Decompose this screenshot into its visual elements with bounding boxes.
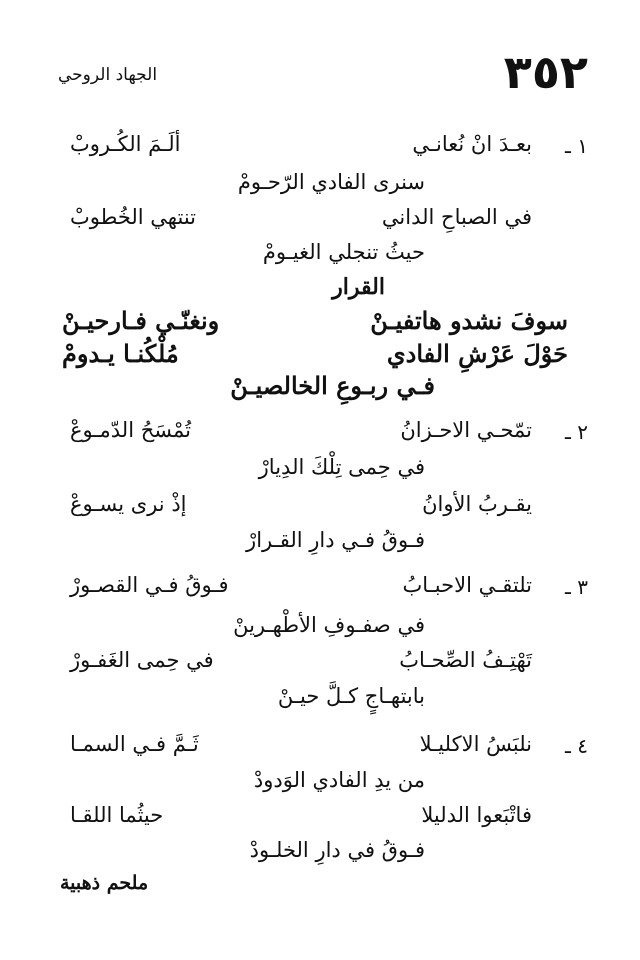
verse-number: ٣ ـ xyxy=(565,575,588,599)
verse-line: يقـربُ الأوانُ xyxy=(422,492,532,516)
verse-line: فـوقُ فـي القصـورْ xyxy=(70,573,229,597)
page-header xyxy=(58,42,588,102)
verse-line: بعـدَ انْ نُعانـي xyxy=(412,132,532,156)
running-title: الجهاد الروحي xyxy=(58,65,158,85)
verse-line: فـوقُ في دارِ الخلـودْ xyxy=(249,838,425,862)
page-number: ٣٥٢ xyxy=(503,45,588,99)
chorus-title: القرار xyxy=(332,274,385,300)
chorus-line: سوفَ نشدو هاتفيـنْ xyxy=(370,306,568,335)
verse-line: تنتهي الخُطوبْ xyxy=(70,205,197,229)
chorus-line: مُلْكُنـا يـدومْ xyxy=(62,339,179,368)
chorus-line: ونغنّـي فـارحيـنْ xyxy=(62,306,220,335)
verse-line: في حِمى تِلْكَ الدِيارْ xyxy=(258,455,425,479)
verse-line: بابتهـاجٍ كـلَّ حيـنْ xyxy=(277,684,425,708)
verse-number: ٢ ـ xyxy=(565,420,588,444)
verse-line: ثَـمَّ فـي السمـا xyxy=(70,732,199,756)
verse-number: ١ ـ xyxy=(565,134,588,158)
author-credit: ملحم ذهبية xyxy=(60,872,149,894)
verse-line: فاتْبَعوا الدليلا xyxy=(421,803,532,827)
verse-line: تلتقـي الاحبـابُ xyxy=(402,573,532,597)
verse-line: تمّحـي الاحـزانُ xyxy=(400,418,532,442)
verse-line: سنرى الفادي الرّحـومْ xyxy=(237,170,425,194)
verse-line: ألَـمَ الكُـروبْ xyxy=(70,132,181,156)
verse-line: تُمْسَحُ الدّمـوعْ xyxy=(70,418,191,442)
verse-line: نلبَسُ الاكليـلا xyxy=(419,732,532,756)
verse-line: في صفـوفِ الأطْهـرينْ xyxy=(233,613,425,637)
chorus-line: حَوْلَ عَرْشِ الفادي xyxy=(386,339,568,368)
chorus-line: فـي ربـوعِ الخالصيـنْ xyxy=(230,371,435,400)
verse-line: حيثُ تنجلي الغيـومْ xyxy=(262,240,425,264)
verse-line: في حِمى الغَفـورْ xyxy=(70,648,214,672)
verse-line: تَهْتِـفُ الصِّحـابُ xyxy=(399,648,532,672)
verse-number: ٤ ـ xyxy=(565,734,588,758)
verse-line: في الصباحِ الداني xyxy=(381,205,532,229)
verse-line: إذْ نرى يسـوعْ xyxy=(70,492,187,516)
verse-line: حيثُما اللقـا xyxy=(70,803,164,827)
verse-line: فـوقُ فـي دارِ القـرارْ xyxy=(246,528,425,552)
verse-line: من يدِ الفادي الوَدودْ xyxy=(253,768,425,792)
